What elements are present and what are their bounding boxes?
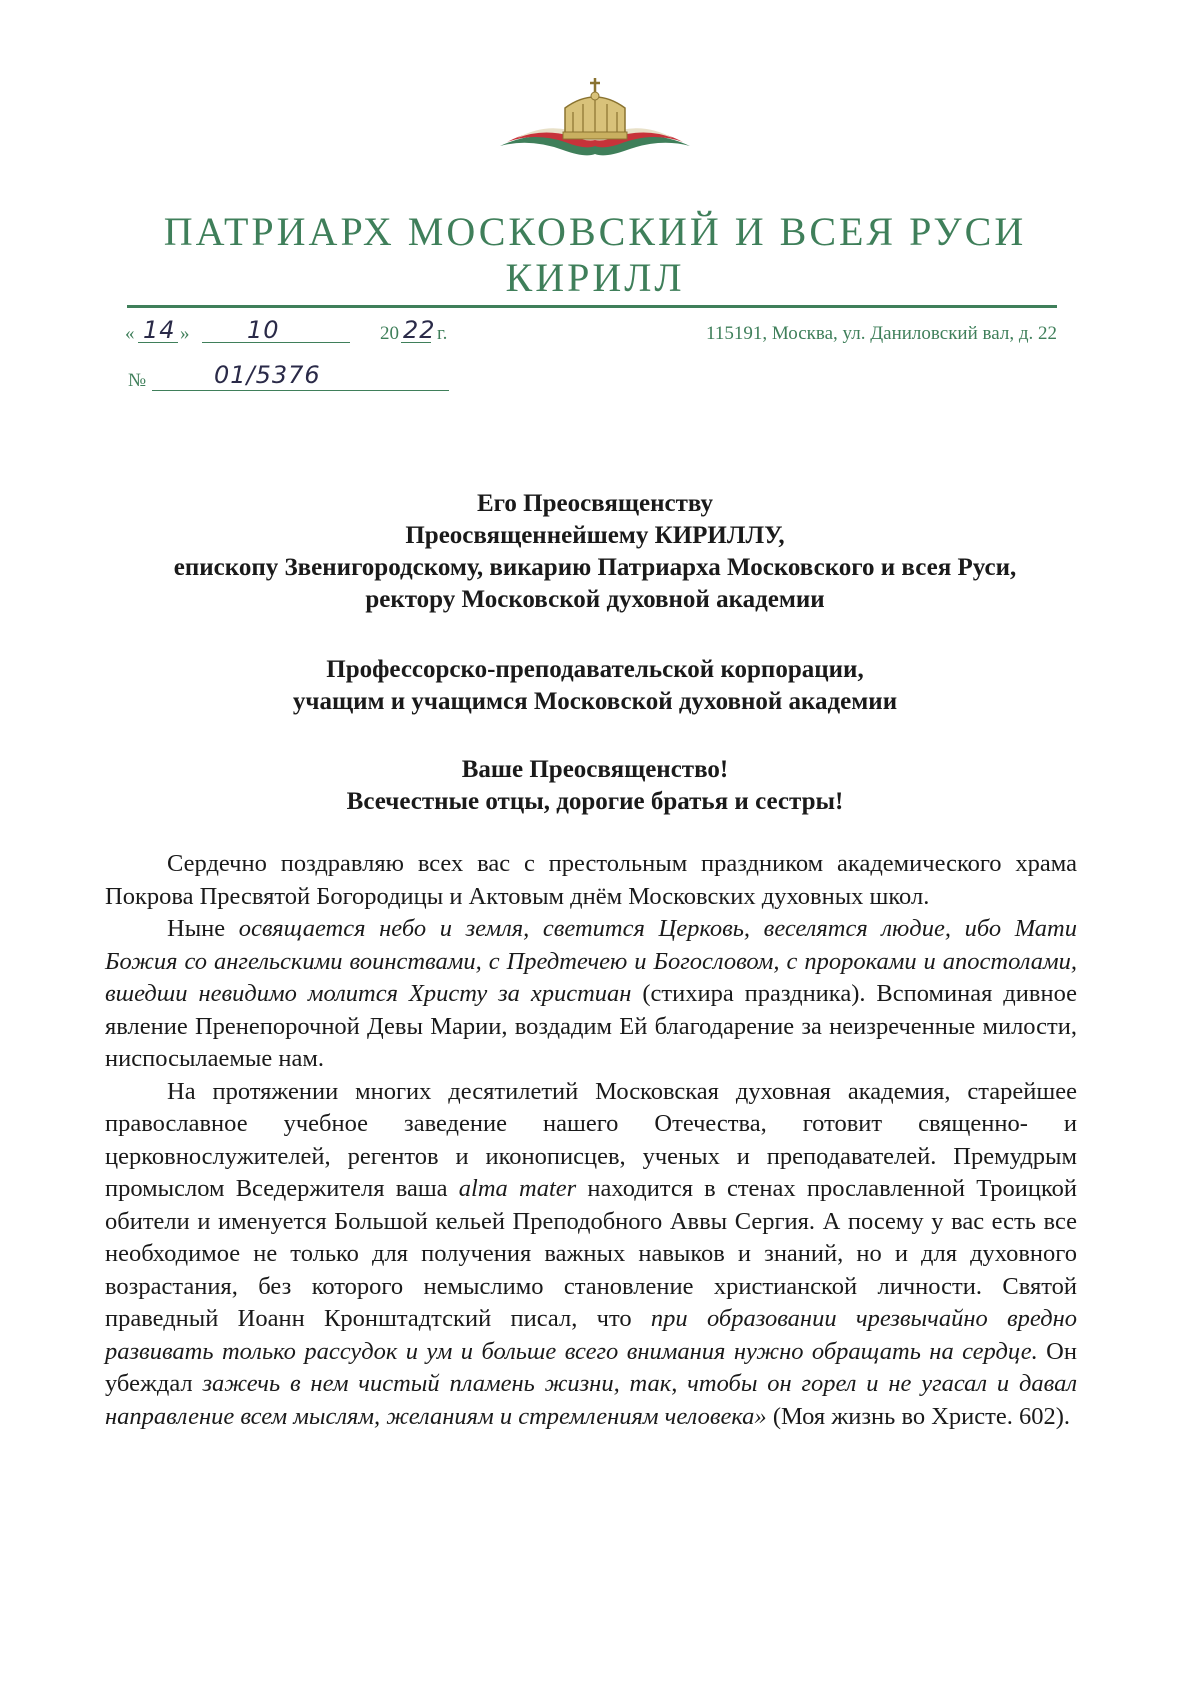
addressee-line4: ректору Московской духовной академии xyxy=(365,586,825,613)
date-open-quote: « xyxy=(125,323,135,344)
p2-quote: освящается небо и земля, светится Церковь, веселятся людие, ибо Мати Божия со ангельскими воинствами, с Предтечею и Богословом, с пророками и апостолами, вшедши невидимо молится Христу за христиан xyxy=(105,915,1077,1007)
number-line xyxy=(152,390,449,391)
greeting-line2: Всечестные отцы, дорогие братья и сестры! xyxy=(346,788,844,815)
sender-address: 115191, Москва, ул. Даниловский вал, д. 22 xyxy=(706,323,1057,344)
date-month: 10 xyxy=(247,316,280,344)
p3-text-c: находится в стенах прославленной Троицкой обители и именуется Большой кельей Преподобного Аввы Сергия. А посему у вас есть все необходимое не только для получения важных навыков и знаний, но и для духовного возрастания, без которого немыслимо становление христианской личности. Святой праведный Иоанн Кронштадтский писал, что xyxy=(105,1175,1077,1332)
letter-body xyxy=(105,848,1077,1433)
letterhead-divider xyxy=(127,305,1057,308)
p3-text-e: Он убеждал xyxy=(105,1337,1077,1397)
addressee-line1: Его Преосвященству xyxy=(476,490,714,517)
greeting-block xyxy=(100,754,1090,818)
greeting-line1: Ваше Преосвященство! xyxy=(461,756,729,783)
date-year-suffix: 22 xyxy=(403,316,436,344)
date-day: 14 xyxy=(143,316,176,344)
addressee-block xyxy=(100,488,1090,616)
letterhead-title-line1: ПАТРИАРХ МОСКОВСКИЙ И ВСЕЯ РУСИ xyxy=(163,209,1027,254)
number-label: № xyxy=(128,370,147,391)
p3-quote-2: зажечь в нем чистый пламень жизни, так, чтобы он горел и не угасал и давал направление всем мыслям, желаниям и стремлениям человека» xyxy=(105,1370,1078,1430)
body-paragraph-1: Сердечно поздравляю всех вас с престольным праздником академического храма Покрова Пресвятой Богородицы и Актовым днём Московских духовных школ. xyxy=(105,850,1077,910)
addressee-line3: епископу Звенигородскому, викарию Патриарха Московского и всея Руси, xyxy=(173,554,1017,581)
number-value: 01/5376 xyxy=(214,361,321,389)
patriarch-emblem-icon xyxy=(495,78,695,168)
date-close-quote: » xyxy=(180,323,190,344)
p3-text-g: (Моя жизнь во Христе. 602). xyxy=(766,1402,1071,1430)
p3-latin: alma mater xyxy=(458,1175,577,1202)
letterhead-title-line2: КИРИЛЛ xyxy=(505,255,685,300)
p3-quote-1: при образовании чрезвычайно вредно развивать только рассудок и ум и больше всего внимания нужно обращать на сердце. xyxy=(105,1305,1077,1365)
body-paragraph-2 xyxy=(105,913,1077,1076)
addressee-line2: Преосвященнейшему КИРИЛЛУ, xyxy=(405,522,785,549)
body-paragraph-3 xyxy=(105,1076,1077,1434)
addressee2-block xyxy=(100,654,1090,718)
p2-text-c: (стихира праздника). Вспоминая дивное явление Пренепорочной Девы Марии, воздадим Ей благодарение за неизреченные милости, ниспосылаемые нам. xyxy=(105,980,1077,1072)
date-year-prefix: 20 xyxy=(380,323,399,344)
p3-text-a: На протяжении многих десятилетий Московская духовная академия, старейшее православное учебное заведение нашего Отечества, готовит священно- и церковнослужителей, регентов и иконописцев, ученых и преподавателей. Премудрым промыслом Вседержителя ваша xyxy=(105,1077,1077,1202)
date-year-unit: г. xyxy=(437,323,448,344)
addressee2-line2: учащим и учащимся Московской духовной академии xyxy=(292,688,898,715)
addressee2-line1: Профессорско-преподавательской корпорации, xyxy=(326,656,864,683)
p2-text-a: Ныне xyxy=(167,915,239,942)
